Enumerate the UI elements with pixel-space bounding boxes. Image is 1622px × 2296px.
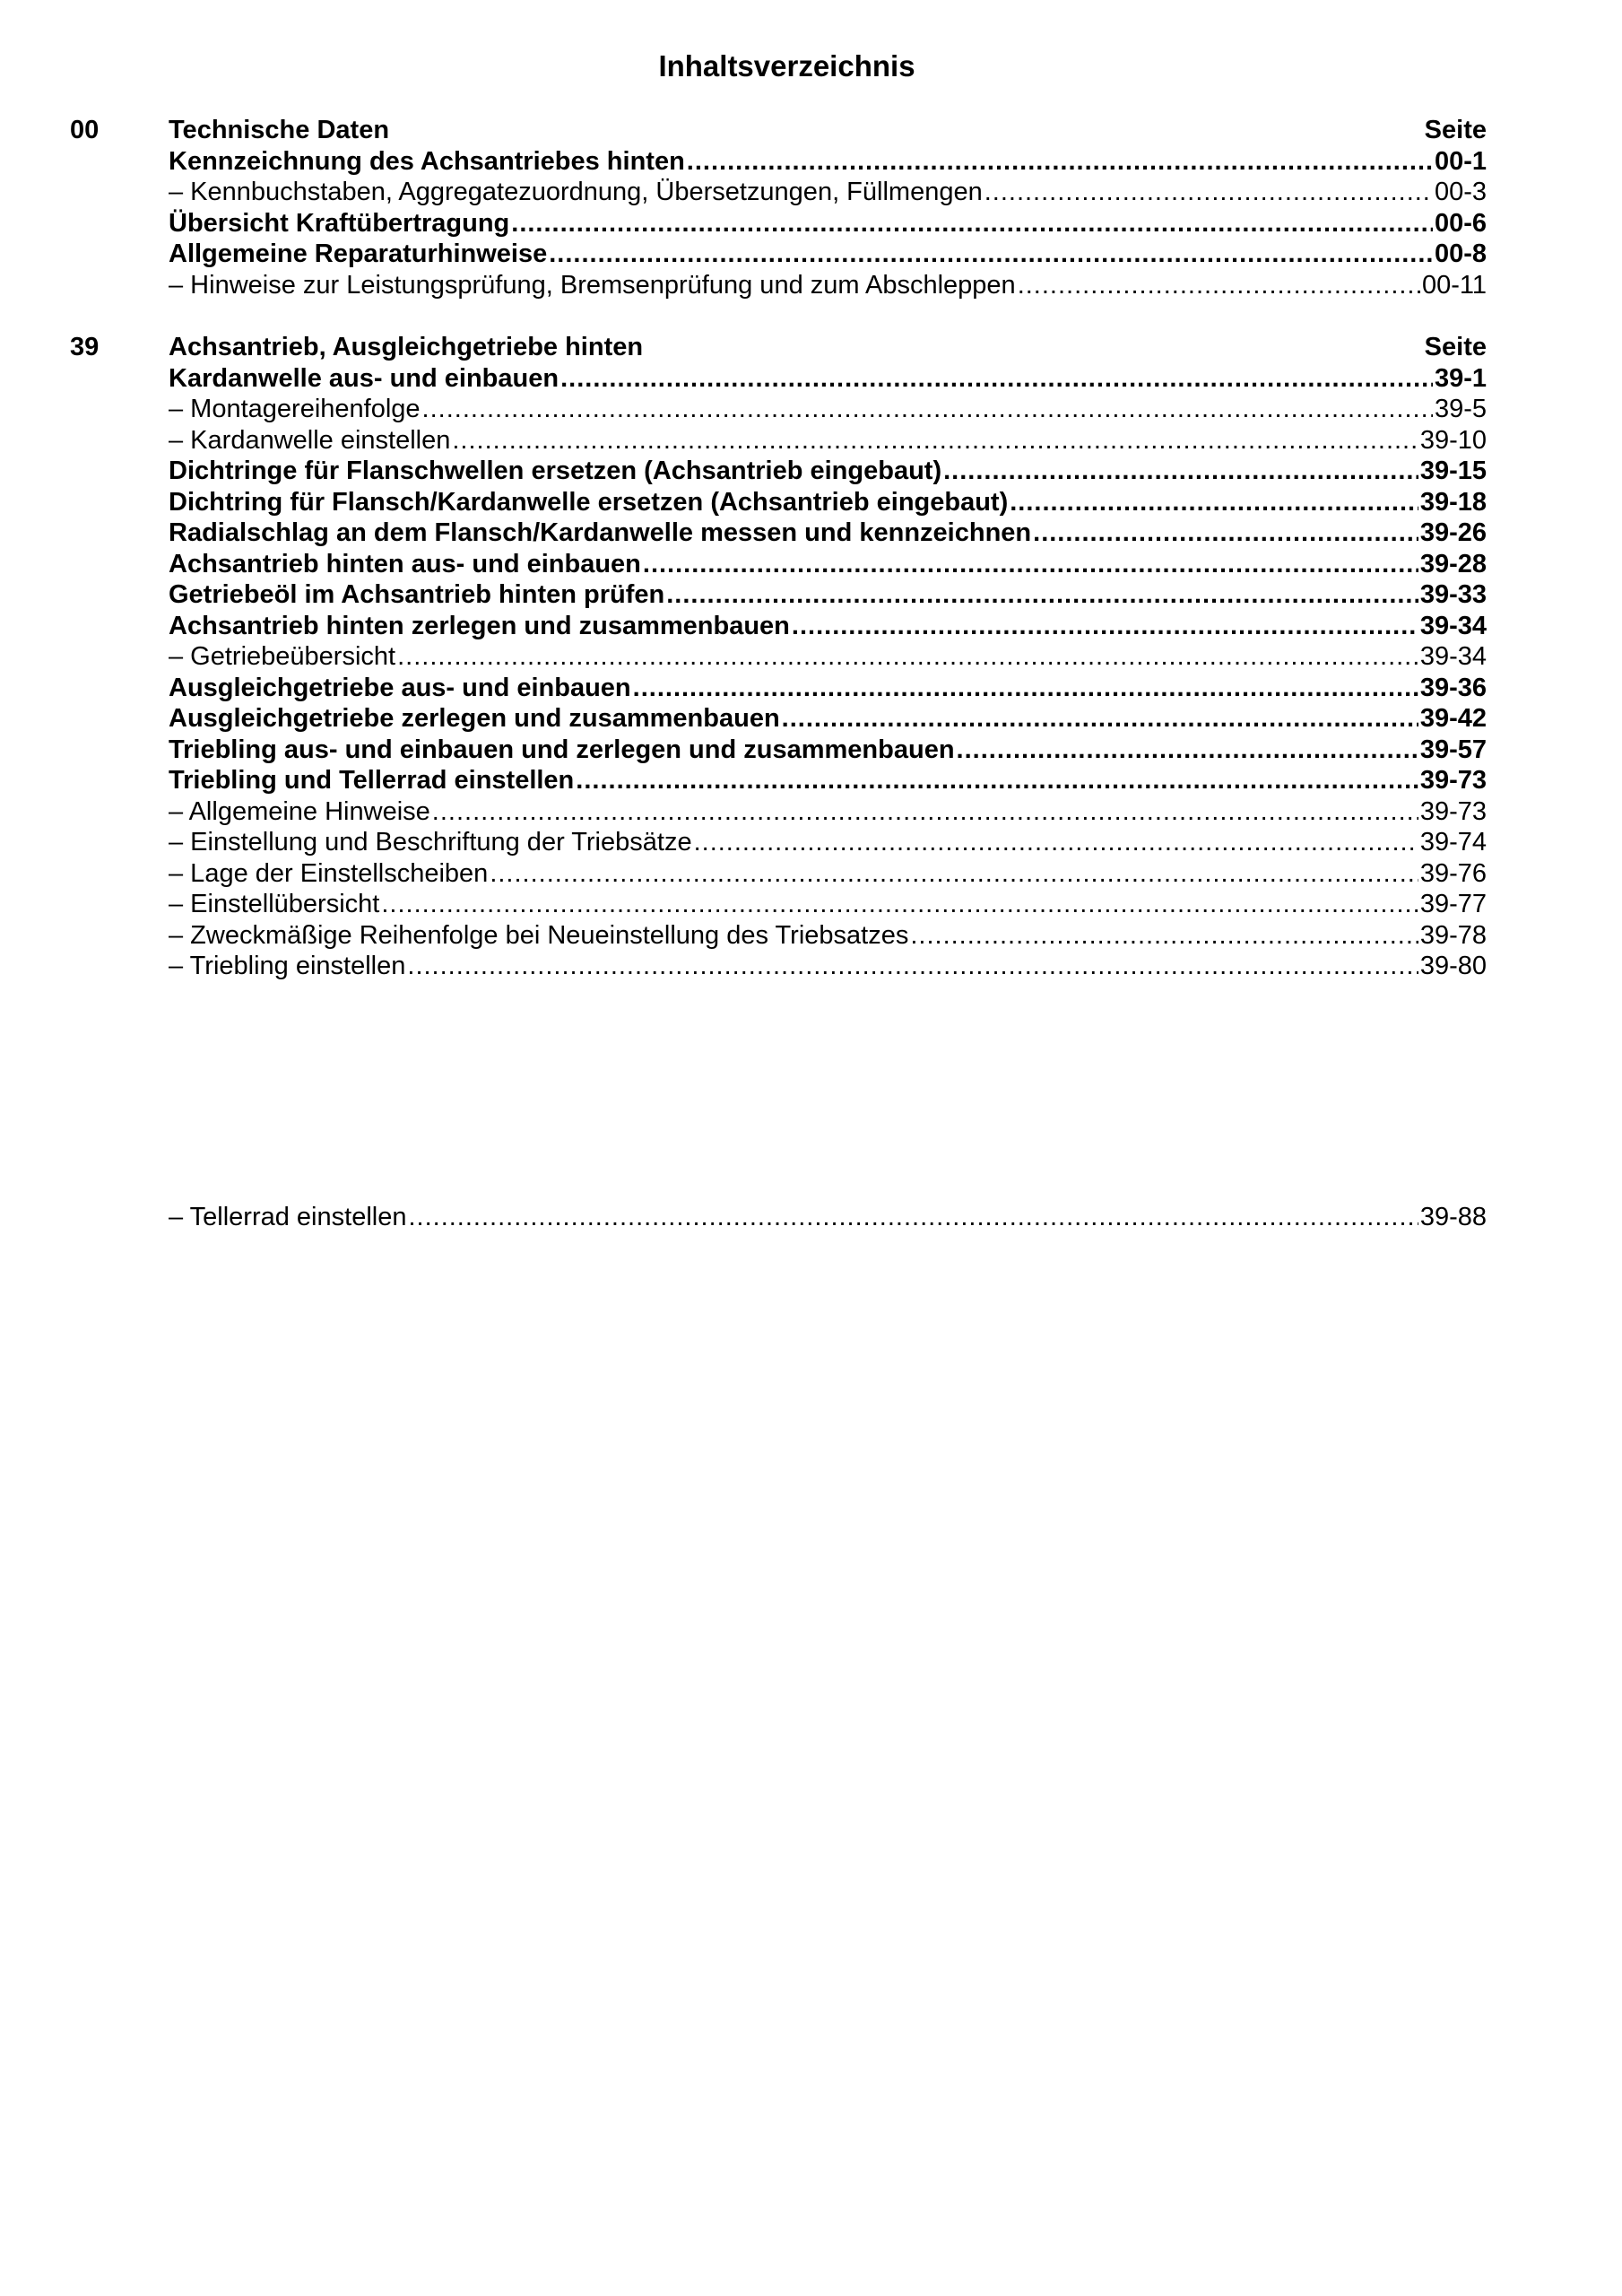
toc-entry-label: – Getriebeübersicht: [169, 642, 396, 671]
page-column-label: Seite: [1424, 116, 1487, 144]
toc-entry[interactable]: [169, 146, 1487, 178]
toc-entry-page: 39-76: [1419, 858, 1487, 888]
toc-entry-page: 39-15: [1419, 457, 1487, 485]
toc-entry[interactable]: [169, 394, 1487, 425]
toc-entry[interactable]: [169, 641, 1487, 673]
dot-leader: [397, 641, 1418, 673]
page-title: Inhaltsverzeichnis: [658, 49, 915, 83]
dot-leader: [511, 208, 1433, 239]
dot-leader: [633, 673, 1418, 704]
dot-leader: [549, 239, 1433, 270]
toc-entry-page: 39-5: [1434, 395, 1487, 423]
toc-entry-label: – Zweckmäßige Reihenfolge bei Neueinstellung des Triebsatzes: [169, 920, 909, 950]
toc-entry-page: 39-57: [1419, 735, 1487, 764]
toc-entry-label: Achsantrieb hinten zerlegen und zusammenbauen: [169, 611, 790, 640]
toc-entry[interactable]: [169, 858, 1487, 890]
toc-entry[interactable]: [169, 703, 1487, 735]
dot-leader: [1018, 270, 1420, 301]
toc-entry-label: Triebling aus- und einbauen und zerlegen und zusammenbauen: [169, 735, 955, 764]
toc-entry-label: Getriebeöl im Achsantrieb hinten prüfen: [169, 580, 665, 609]
toc-entry-label: – Einstellübersicht: [169, 890, 380, 918]
toc-entry-page: 39-78: [1419, 920, 1487, 950]
toc-entry-label: Triebling und Tellerrad einstellen: [169, 766, 575, 795]
toc-entry-page: 39-34: [1419, 611, 1487, 640]
toc-entry[interactable]: [169, 487, 1487, 518]
dot-leader: [407, 951, 1418, 982]
toc-entry-label: Kardanwelle aus- und einbauen: [169, 363, 559, 393]
dot-leader: [432, 796, 1418, 828]
section-number: 00: [70, 116, 100, 144]
dot-leader: [576, 765, 1418, 796]
toc-entry[interactable]: [169, 673, 1487, 704]
toc-entry-label: Achsantrieb hinten aus- und einbauen: [169, 549, 641, 578]
toc-entries: [169, 1202, 1487, 1233]
toc-entry-page: 39-34: [1419, 642, 1487, 671]
dot-leader: [910, 920, 1418, 952]
section-heading-row: [169, 332, 1487, 363]
toc-entry[interactable]: [169, 549, 1487, 580]
toc-entry[interactable]: [169, 827, 1487, 858]
toc-entry[interactable]: [169, 517, 1487, 549]
toc-entry[interactable]: [169, 889, 1487, 920]
toc-entry[interactable]: [169, 579, 1487, 611]
toc-entry-label: – Montagereihenfolge: [169, 395, 421, 423]
toc-entry-page: 39-80: [1419, 952, 1487, 980]
toc-entry[interactable]: [169, 1202, 1487, 1233]
toc-entry[interactable]: [169, 951, 1487, 982]
toc-entry-label: Kennzeichnung des Achsantriebes hinten: [169, 146, 685, 176]
dot-leader: [984, 177, 1433, 208]
toc-entry-label: – Allgemeine Hinweise: [169, 796, 430, 826]
toc-entries: [169, 115, 1487, 300]
toc-entry-page: 39-26: [1419, 518, 1487, 547]
section-heading: Technische Daten: [169, 116, 390, 144]
dot-leader: [422, 394, 1433, 425]
toc-entry[interactable]: [169, 920, 1487, 952]
dot-leader: [782, 703, 1418, 735]
toc-entry[interactable]: [169, 177, 1487, 208]
toc-entry-label: – Kennbuchstaben, Aggregatezuordnung, Übersetzungen, Füllmengen: [169, 178, 983, 206]
toc-entry-label: Ausgleichgetriebe aus- und einbauen: [169, 673, 631, 702]
toc-entry[interactable]: [169, 735, 1487, 766]
dot-leader: [1033, 517, 1418, 549]
toc-entry[interactable]: [169, 765, 1487, 796]
toc-entry[interactable]: [169, 611, 1487, 642]
toc-entry-page: 39-33: [1419, 580, 1487, 609]
toc-entry-page: 39-36: [1419, 673, 1487, 702]
toc-entry-label: Allgemeine Reparaturhinweise: [169, 239, 548, 268]
toc-entry-label: – Hinweise zur Leistungsprüfung, Bremsenprüfung und zum Abschleppen: [169, 270, 1016, 300]
toc-entry-label: – Kardanwelle einstellen: [169, 425, 451, 455]
toc-entry-label: – Einstellung und Beschriftung der Triebsätze: [169, 828, 692, 857]
toc-entries: [169, 332, 1487, 982]
toc-entry[interactable]: [169, 363, 1487, 395]
toc-entry[interactable]: [169, 425, 1487, 457]
toc-entry-label: Radialschlag an dem Flansch/Kardanwelle messen und kennzeichnen: [169, 518, 1032, 547]
toc-entry-page: 39-18: [1419, 487, 1487, 517]
toc-entry-page: 39-73: [1419, 766, 1487, 795]
dot-leader: [490, 858, 1418, 890]
toc-entry-page: 39-42: [1419, 704, 1487, 733]
page-column-label: Seite: [1424, 333, 1487, 361]
toc-entry[interactable]: [169, 208, 1487, 239]
section-heading: Achsantrieb, Ausgleichgetriebe hinten: [169, 333, 644, 361]
toc-entry-label: – Tellerrad einstellen: [169, 1203, 407, 1231]
toc-entry[interactable]: [169, 239, 1487, 270]
dot-leader: [381, 889, 1418, 920]
toc-entry-page: 39-28: [1419, 549, 1487, 578]
toc-entry-label: – Lage der Einstellscheiben: [169, 858, 489, 888]
toc-entry-page: 00-11: [1421, 270, 1487, 300]
toc-entry-page: 39-10: [1419, 425, 1487, 455]
toc-entry-page: 00-8: [1434, 239, 1487, 268]
dot-leader: [687, 146, 1433, 178]
toc-entry-page: 39-77: [1419, 890, 1487, 918]
dot-leader: [1010, 487, 1418, 518]
dot-leader: [452, 425, 1418, 457]
toc-entry-page: 39-1: [1434, 363, 1487, 393]
section-number: 39: [70, 333, 100, 361]
dot-leader: [666, 579, 1418, 611]
section-heading-row: [169, 115, 1487, 146]
toc-entry-page: 39-88: [1419, 1203, 1487, 1231]
toc-entry-page: 00-6: [1434, 208, 1487, 238]
toc-entry[interactable]: [169, 796, 1487, 828]
toc-entry-label: Ausgleichgetriebe zerlegen und zusammenbauen: [169, 704, 780, 733]
toc-entry[interactable]: [169, 270, 1487, 301]
toc-entry-label: – Triebling einstellen: [169, 952, 406, 980]
dot-leader: [643, 549, 1418, 580]
toc-entry-label: Dichtringe für Flanschwellen ersetzen (Achsantrieb eingebaut): [169, 457, 942, 485]
toc-entry-page: 39-74: [1419, 828, 1487, 857]
toc-entry-page: 00-3: [1434, 178, 1487, 206]
dot-leader: [792, 611, 1418, 642]
dot-leader: [560, 363, 1433, 395]
toc-entry[interactable]: [169, 456, 1487, 487]
dot-leader: [408, 1202, 1418, 1233]
dot-leader: [694, 827, 1418, 858]
toc-entry-page: 00-1: [1434, 146, 1487, 176]
toc-entry-page: 39-73: [1419, 796, 1487, 826]
toc-entry-label: Dichtring für Flansch/Kardanwelle ersetzen (Achsantrieb eingebaut): [169, 487, 1009, 517]
dot-leader: [943, 456, 1418, 487]
toc-entry-label: Übersicht Kraftübertragung: [169, 208, 510, 238]
dot-leader: [957, 735, 1418, 766]
